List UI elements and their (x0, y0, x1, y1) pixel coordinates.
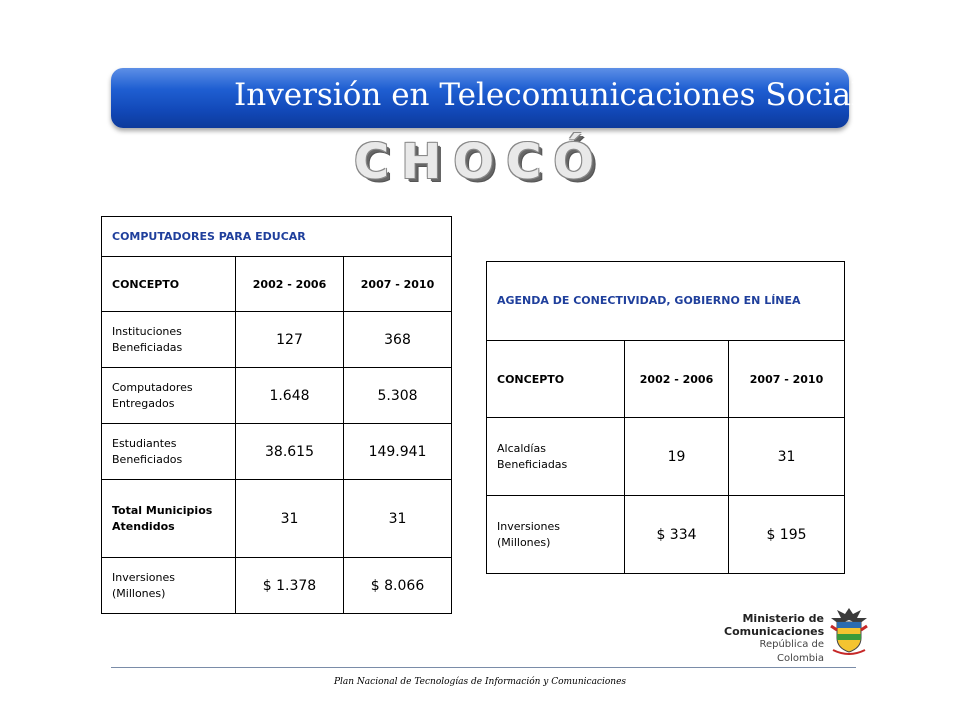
table-row (487, 496, 845, 574)
column-header: CONCEPTO (102, 257, 236, 312)
cell-value: 127 (236, 312, 344, 368)
row-label: Estudiantes Beneficiados (102, 424, 236, 480)
row-label: Inversiones (Millones) (487, 496, 625, 574)
cell-value: 149.941 (344, 424, 452, 480)
cell-value: $ 1.378 (236, 558, 344, 614)
column-header: 2007 - 2010 (344, 257, 452, 312)
table-row (102, 558, 452, 614)
cell-value: $ 334 (625, 496, 729, 574)
cell-value: 368 (344, 312, 452, 368)
column-header: 2007 - 2010 (729, 341, 845, 418)
agenda-table (486, 261, 845, 574)
row-label: Inversiones (Millones) (102, 558, 236, 614)
table-row (102, 424, 452, 480)
logo-line-3: República de Colombia (759, 639, 824, 664)
logo-line-1: Ministerio de (742, 612, 824, 625)
column-header: 2002 - 2006 (236, 257, 344, 312)
table-row (102, 480, 452, 558)
row-label: Total Municipios Atendidos (102, 480, 236, 558)
table-row (487, 418, 845, 496)
table-row (102, 368, 452, 424)
column-header: 2002 - 2006 (625, 341, 729, 418)
cell-value: 31 (236, 480, 344, 558)
row-label: Alcaldías Beneficiadas (487, 418, 625, 496)
computadores-table (101, 216, 452, 614)
cell-value: 38.615 (236, 424, 344, 480)
table-header: AGENDA DE CONECTIVIDAD, GOBIERNO EN LÍNEA (487, 262, 845, 341)
region-title: CHOCÓ (353, 134, 607, 190)
logo-line-2: Comunicaciones (724, 625, 825, 638)
colombia-crest-icon (827, 606, 871, 658)
column-header: CONCEPTO (487, 341, 625, 418)
row-label: Computadores Entregados (102, 368, 236, 424)
cell-value: 19 (625, 418, 729, 496)
footer-divider (111, 667, 856, 668)
table-row (102, 312, 452, 368)
footer-text: Plan Nacional de Tecnologías de Información y Comunicaciones (333, 677, 627, 687)
ministry-logo (724, 612, 824, 666)
cell-value: 5.308 (344, 368, 452, 424)
cell-value: 31 (729, 418, 845, 496)
cell-value: $ 8.066 (344, 558, 452, 614)
cell-value: 31 (344, 480, 452, 558)
page-title: Inversión en Telecomunicaciones Sociales (234, 77, 896, 113)
table-header: COMPUTADORES PARA EDUCAR (102, 217, 452, 257)
cell-value: 1.648 (236, 368, 344, 424)
cell-value: $ 195 (729, 496, 845, 574)
row-label: Instituciones Beneficiadas (102, 312, 236, 368)
